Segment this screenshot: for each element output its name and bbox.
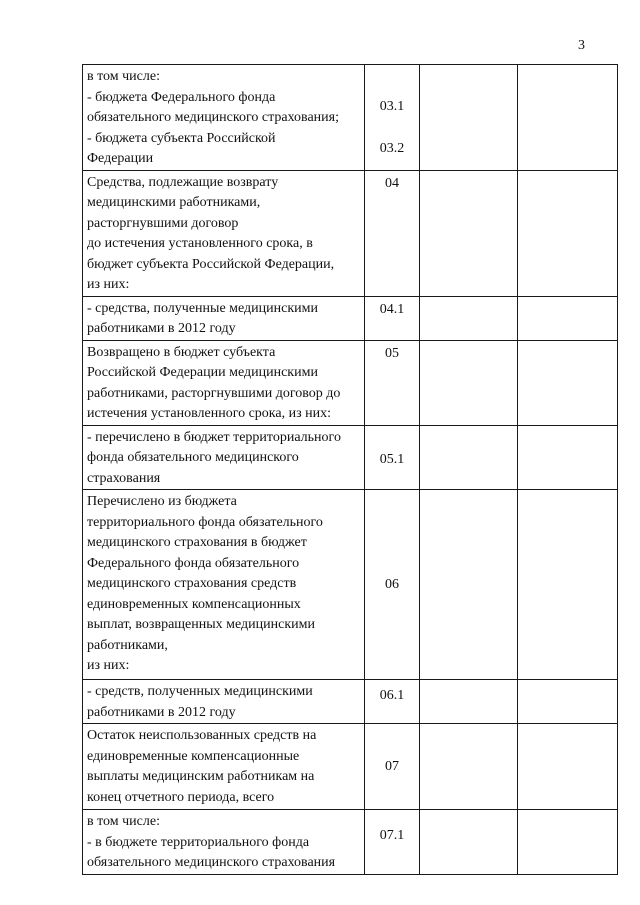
table-row bbox=[83, 425, 618, 490]
value-cell[interactable] bbox=[518, 65, 618, 171]
table-row bbox=[83, 724, 618, 810]
description-line: расторгнувшими договор bbox=[87, 215, 239, 231]
row-description bbox=[83, 810, 365, 875]
table-row bbox=[83, 810, 618, 875]
value-cell[interactable] bbox=[518, 724, 618, 810]
row-code: 07.1 bbox=[379, 828, 405, 843]
value-cell[interactable] bbox=[420, 490, 518, 680]
value-cell[interactable] bbox=[518, 680, 618, 724]
value-cell[interactable] bbox=[420, 170, 518, 296]
description-line: Возвращено в бюджет субъекта bbox=[87, 344, 276, 360]
description-line: страхования bbox=[87, 470, 161, 486]
value-cell[interactable] bbox=[518, 170, 618, 296]
description-line: Средства, подлежащие возврату bbox=[87, 174, 279, 190]
description-line: медицинскими работниками, bbox=[87, 195, 261, 210]
description-line: в том числе: bbox=[87, 814, 160, 829]
description-line: до истечения установленного срока, в bbox=[87, 236, 313, 251]
description-line: - в бюджете территориального фонда bbox=[87, 834, 310, 850]
row-code-cell bbox=[365, 170, 420, 296]
table-row bbox=[83, 296, 618, 340]
value-cell[interactable] bbox=[518, 296, 618, 340]
value-cell[interactable] bbox=[420, 810, 518, 875]
row-description bbox=[83, 296, 365, 340]
row-description bbox=[83, 170, 365, 296]
value-cell[interactable] bbox=[420, 340, 518, 425]
row-description bbox=[83, 680, 365, 724]
value-cell[interactable] bbox=[420, 296, 518, 340]
row-code-cell bbox=[365, 296, 420, 340]
description-line: единовременных компенсационных bbox=[87, 596, 301, 612]
row-description bbox=[83, 724, 365, 810]
row-code-cell bbox=[365, 810, 420, 875]
row-code: 05.1 bbox=[379, 452, 405, 468]
row-code: 06 bbox=[385, 576, 399, 592]
value-cell[interactable] bbox=[420, 680, 518, 724]
description-line: - бюджета Федерального фонда bbox=[87, 89, 276, 105]
description-line: обязательного медицинского страхования; bbox=[87, 110, 339, 125]
table-row bbox=[83, 340, 618, 425]
description-line: территориального фонда обязательного bbox=[87, 514, 323, 530]
description-line: в том числе: bbox=[87, 69, 160, 84]
row-code: 07 bbox=[385, 758, 399, 774]
table-row bbox=[83, 170, 618, 296]
description-line: истечения установленного срока, из них: bbox=[87, 406, 331, 421]
row-description bbox=[83, 425, 365, 490]
report-table bbox=[82, 64, 618, 875]
row-description bbox=[83, 340, 365, 425]
description-line: выплат, возвращенных медицинскими bbox=[87, 617, 316, 632]
description-line: Федерации bbox=[87, 151, 154, 166]
row-code: 03.2 bbox=[379, 141, 405, 156]
description-line: медицинского страхования средств bbox=[87, 576, 297, 591]
table-row bbox=[83, 65, 618, 171]
description-line: - перечислено в бюджет территориального bbox=[87, 429, 341, 445]
description-line: из них: bbox=[87, 277, 130, 292]
row-code-cell bbox=[365, 425, 420, 490]
row-code: 04 bbox=[385, 175, 399, 191]
description-line: из них: bbox=[87, 658, 130, 673]
row-code: 05 bbox=[385, 345, 399, 361]
row-code-cell bbox=[365, 340, 420, 425]
description-line: Перечислено из бюджета bbox=[87, 494, 237, 509]
value-cell[interactable] bbox=[420, 724, 518, 810]
description-line: - средства, полученные медицинскими bbox=[87, 300, 318, 316]
value-cell[interactable] bbox=[420, 65, 518, 171]
description-line: Федерального фонда обязательного bbox=[87, 555, 300, 571]
table-row bbox=[83, 490, 618, 680]
value-cell[interactable] bbox=[518, 490, 618, 680]
page-number: 3 bbox=[578, 38, 585, 53]
description-line: выплаты медицинским работникам на bbox=[87, 769, 315, 784]
description-line: Остаток неиспользованных средств на bbox=[87, 728, 317, 743]
row-code: 04.1 bbox=[379, 301, 405, 317]
row-code-cell bbox=[365, 724, 420, 810]
description-line: медицинского страхования в бюджет bbox=[87, 535, 307, 550]
table-row bbox=[83, 680, 618, 724]
row-description bbox=[83, 65, 365, 171]
description-line: работниками, bbox=[87, 637, 168, 653]
row-code: 06.1 bbox=[379, 688, 405, 703]
value-cell[interactable] bbox=[518, 425, 618, 490]
description-line: единовременные компенсационные bbox=[87, 748, 300, 764]
description-line: - бюджета субъекта Российской bbox=[87, 130, 276, 146]
description-line: обязательного медицинского страхования bbox=[87, 855, 336, 870]
row-code-cell bbox=[365, 65, 420, 171]
value-cell[interactable] bbox=[518, 810, 618, 875]
description-line: - средств, полученных медицинскими bbox=[87, 684, 313, 699]
description-line: бюджет субъекта Российской Федерации, bbox=[87, 256, 335, 272]
value-cell[interactable] bbox=[420, 425, 518, 490]
description-line: работниками в 2012 году bbox=[87, 321, 236, 336]
description-line: фонда обязательного медицинского bbox=[87, 450, 299, 465]
row-code-cell bbox=[365, 680, 420, 724]
value-cell[interactable] bbox=[518, 340, 618, 425]
row-description bbox=[83, 490, 365, 680]
description-line: работниками, расторгнувшими договор до bbox=[87, 385, 341, 401]
description-line: конец отчетного периода, всего bbox=[87, 789, 275, 805]
row-code-cell bbox=[365, 490, 420, 680]
row-code: 03.1 bbox=[379, 99, 405, 114]
description-line: Российской Федерации медицинскими bbox=[87, 365, 318, 380]
description-line: работниками в 2012 году bbox=[87, 704, 236, 720]
